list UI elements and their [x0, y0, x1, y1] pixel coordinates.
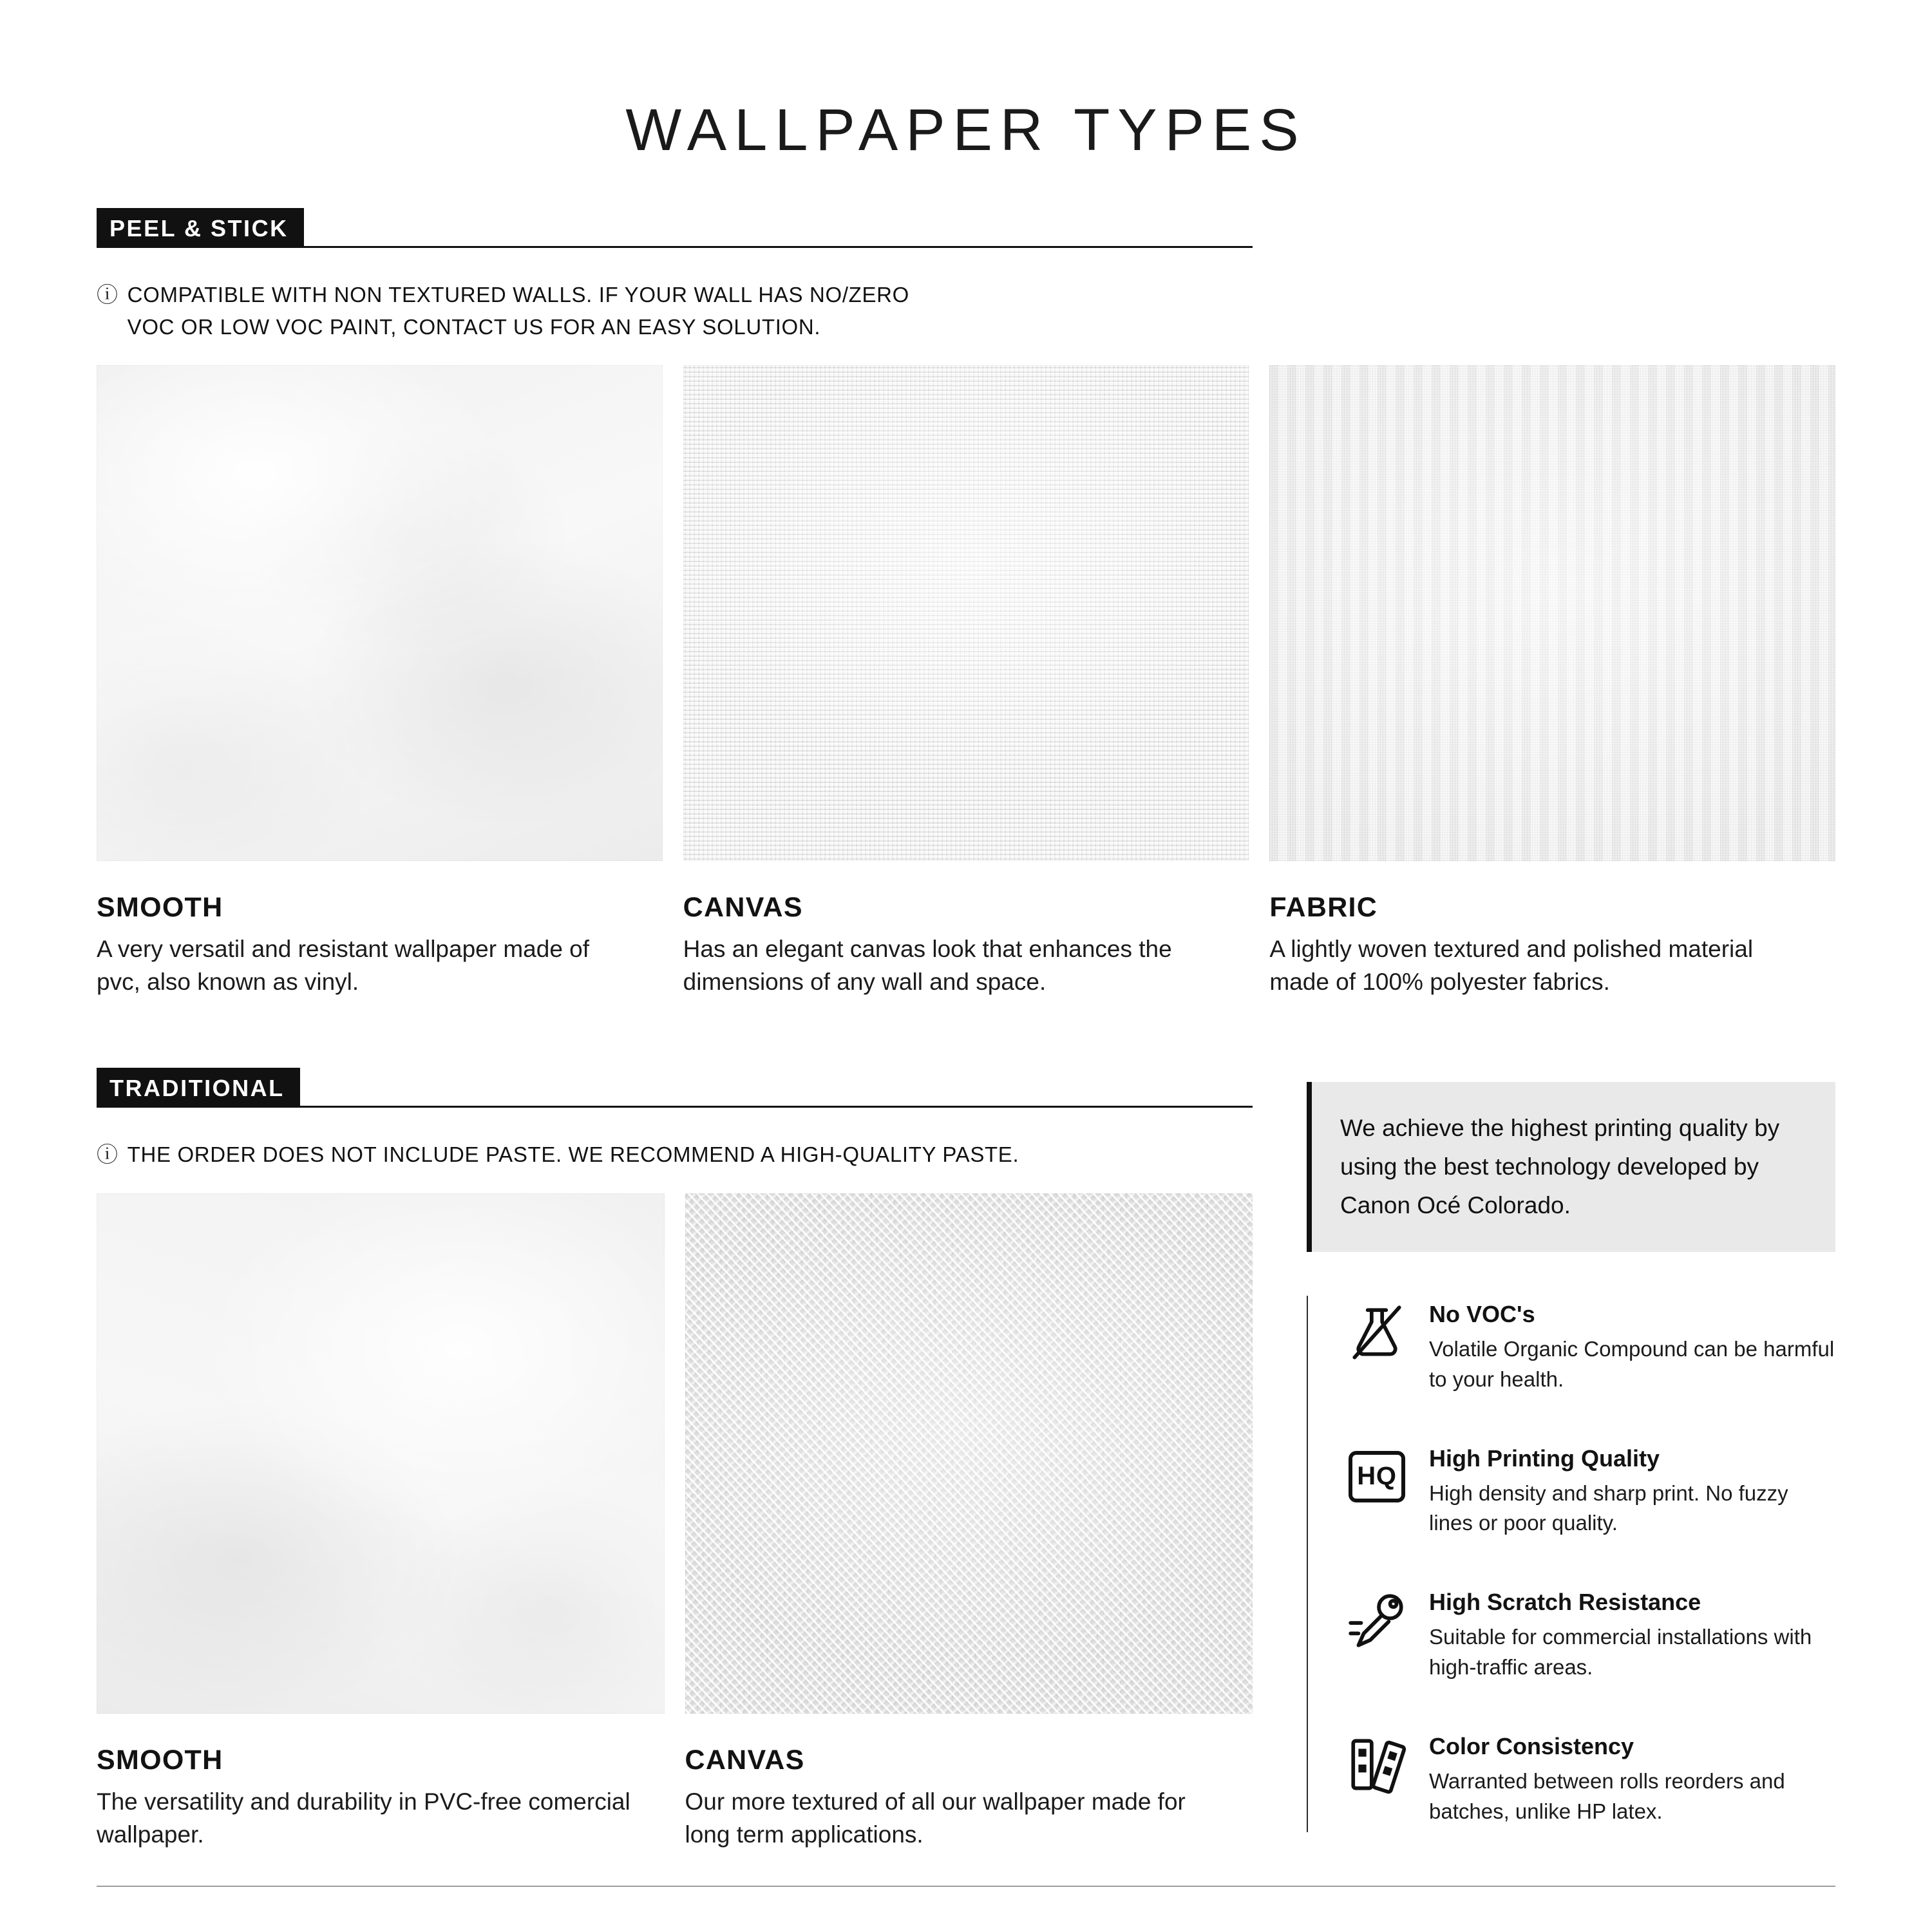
swatch-name: SMOOTH	[97, 1744, 223, 1776]
quality-statement: We achieve the highest printing quality by using the best technology developed by Canon Océ Colorado.	[1340, 1115, 1780, 1218]
swatch-description: Has an elegant canvas look that enhances the dimensions of any wall and space.	[683, 936, 1172, 996]
swatch-card-canvas	[683, 365, 1249, 998]
feature-text	[1429, 1301, 1835, 1395]
color-swatch-icon	[1345, 1733, 1408, 1796]
traditional-note-text	[128, 1139, 1019, 1171]
hq-icon	[1345, 1445, 1408, 1508]
quality-statement-box	[1307, 1082, 1835, 1252]
canvas-traditional-texture-image	[685, 1193, 1253, 1714]
quality-column	[1307, 1068, 1835, 1851]
feature-no-voc	[1345, 1301, 1835, 1395]
swatch-card-fabric	[1269, 365, 1835, 998]
info-icon: ⓘ	[97, 283, 118, 307]
fabric-texture-image	[1269, 365, 1835, 861]
swatch-card-smooth-traditional	[97, 1193, 665, 1851]
smooth-traditional-texture-image	[97, 1193, 665, 1714]
info-icon: ⓘ	[97, 1142, 118, 1167]
traditional-label: TRADITIONAL	[97, 1068, 300, 1108]
page-title: WALLPAPER TYPES	[625, 97, 1307, 163]
peel-stick-divider-line	[304, 246, 1253, 248]
traditional-note	[97, 1139, 1253, 1171]
swatch-name: SMOOTH	[97, 892, 223, 923]
feature-description: Warranted between rolls reorders and batches, unlike HP latex.	[1429, 1769, 1785, 1823]
smooth-texture-image	[97, 365, 663, 861]
feature-text	[1429, 1445, 1835, 1539]
bottom-area	[97, 1068, 1835, 1851]
hq-icon-label: HQ	[1357, 1462, 1397, 1491]
swatch-description: The versatility and durability in PVC-free comercial wallpaper.	[97, 1788, 630, 1848]
note-line: THE ORDER DOES NOT INCLUDE PASTE. WE RECOMMEND A HIGH-QUALITY PASTE.	[127, 1142, 1019, 1167]
peel-stick-section	[97, 208, 1835, 998]
swatch-caption	[683, 892, 1249, 998]
swatch-name: FABRIC	[1269, 892, 1378, 923]
feature-high-scratch-resistance	[1345, 1589, 1835, 1683]
swatch-description: A very versatil and resistant wallpaper made of pvc, also known as vinyl.	[97, 936, 590, 996]
note-line-1: COMPATIBLE WITH NON TEXTURED WALLS. IF YOUR WALL HAS NO/ZERO	[127, 283, 909, 307]
traditional-divider-line	[300, 1106, 1253, 1108]
no-voc-icon	[1345, 1301, 1408, 1364]
feature-text	[1429, 1589, 1835, 1683]
feature-title: No VOC's	[1429, 1300, 1535, 1327]
feature-description: High density and sharp print. No fuzzy lines or poor quality.	[1429, 1481, 1788, 1535]
feature-description: Suitable for commercial installations with high-traffic areas.	[1429, 1625, 1812, 1680]
feature-title: High Printing Quality	[1429, 1444, 1660, 1472]
feature-title: High Scratch Resistance	[1429, 1589, 1701, 1616]
canvas-texture-image	[683, 365, 1249, 861]
swatch-caption	[685, 1745, 1253, 1851]
swatch-name: CANVAS	[685, 1744, 805, 1776]
swatch-card-canvas-traditional	[685, 1193, 1253, 1851]
swatch-caption	[97, 1745, 665, 1851]
peel-stick-label: PEEL & STICK	[97, 208, 304, 248]
feature-text	[1429, 1733, 1835, 1827]
bottom-divider-line	[97, 1886, 1835, 1887]
scratch-icon	[1345, 1589, 1408, 1652]
peel-stick-swatch-row	[97, 365, 1835, 998]
swatch-description: Our more textured of all our wallpaper made for long term applications.	[685, 1788, 1186, 1848]
feature-title: Color Consistency	[1429, 1733, 1634, 1760]
swatch-caption	[97, 892, 663, 998]
peel-stick-note	[97, 279, 1835, 343]
hq-icon-box	[1349, 1451, 1405, 1502]
peel-stick-note-text	[128, 279, 909, 343]
swatch-name: CANVAS	[683, 892, 803, 923]
features-list	[1307, 1296, 1835, 1832]
swatch-caption	[1269, 892, 1835, 998]
swatch-card-smooth	[97, 365, 663, 998]
feature-high-printing-quality	[1345, 1445, 1835, 1539]
traditional-section	[97, 1068, 1253, 1851]
swatch-description: A lightly woven textured and polished material made of 100% polyester fabrics.	[1269, 936, 1754, 996]
feature-description: Volatile Organic Compound can be harmful to your health.	[1429, 1336, 1835, 1391]
note-line-2: VOC OR LOW VOC PAINT, CONTACT US FOR AN EASY SOLUTION.	[127, 314, 821, 339]
peel-stick-header	[97, 208, 1253, 248]
traditional-swatch-row	[97, 1193, 1253, 1851]
feature-color-consistency	[1345, 1733, 1835, 1827]
traditional-header	[97, 1068, 1253, 1108]
